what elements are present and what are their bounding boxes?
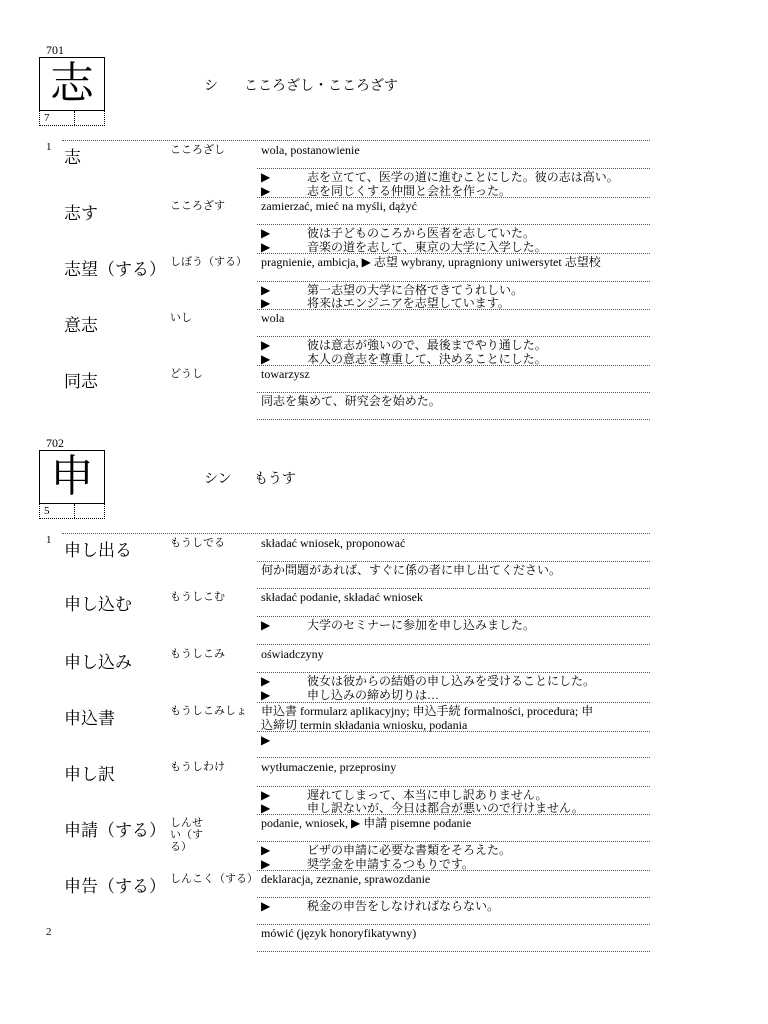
vocab-meaning: mówić (język honoryfikatywny) <box>261 926 417 940</box>
vocab-reading: こころざす <box>170 200 225 212</box>
example-sentence <box>261 283 523 297</box>
vocab-meaning: pragnienie, ambicja, ▶ 志望 wybrany, upragniony uniwersytet 志望校 <box>261 255 601 269</box>
divider <box>257 392 650 393</box>
example-text: 彼は子どものころから医者を志していた。 <box>307 226 536 240</box>
divider <box>257 616 650 617</box>
example-sentence <box>261 240 547 254</box>
example-text: 彼は意志が強いので、最後までやり通した。 <box>307 338 547 352</box>
example-sentence <box>261 857 474 871</box>
example-marker: ▶ <box>261 788 271 802</box>
example-marker: ▶ <box>261 899 271 913</box>
example-text: ビザの申請に必要な書類をそろえた。 <box>307 843 512 857</box>
example-marker: ▶ <box>261 170 271 184</box>
kun-reading: こころざし・こころざす <box>244 79 398 94</box>
divider <box>257 897 650 898</box>
divider <box>62 140 650 141</box>
stroke-count-row <box>39 111 105 126</box>
divider <box>257 757 650 758</box>
example-marker: ▶ <box>261 843 271 857</box>
vocab-word: 申し込む <box>64 595 132 614</box>
example-sentence <box>261 688 439 702</box>
example-text: 税金の申告をしなければならない。 <box>307 899 500 913</box>
entry-number: 701 <box>46 43 64 57</box>
vocab-reading: もうしこみ <box>170 648 225 660</box>
vocab-reading: しんせい（する） <box>170 817 203 853</box>
example-sentence <box>261 788 547 802</box>
example-marker: ▶ <box>261 352 271 366</box>
example-sentence <box>261 170 619 184</box>
vocab-reading: もうしでる <box>170 537 225 549</box>
example-sentence <box>261 563 561 577</box>
example-text: 将来はエンジニアを志望しています。 <box>307 296 510 310</box>
example-text: 第一志望の大学に合格できてうれしい。 <box>307 283 524 297</box>
example-sentence <box>261 296 510 310</box>
kanji-card <box>39 57 105 126</box>
divider <box>257 814 650 815</box>
sense-number: 2 <box>46 926 52 938</box>
example-marker: ▶ <box>261 688 271 702</box>
divider <box>257 561 650 562</box>
divider <box>257 588 650 589</box>
vocab-word: 申込書 <box>64 709 115 728</box>
vocab-meaning: składać wniosek, proponować <box>261 536 406 550</box>
example-marker: ▶ <box>261 733 271 747</box>
example-sentence <box>261 899 499 913</box>
sense-number: 1 <box>46 141 52 153</box>
example-text: 志を同じくする仲間と会社を作った。 <box>307 184 512 198</box>
example-sentence <box>261 184 511 198</box>
divider <box>257 336 650 337</box>
vocab-reading: いし <box>170 312 192 324</box>
vocab-word: 同志 <box>64 372 98 391</box>
vocab-meaning: 申込書 formularz aplikacyjny; 申込手続 formalności, procedura; 申込締切 termin składania wniosku, podania <box>261 704 594 732</box>
example-sentence <box>261 352 547 366</box>
divider <box>257 644 650 645</box>
entry-number: 702 <box>46 436 64 450</box>
example-marker: ▶ <box>261 296 271 310</box>
example-marker: ▶ <box>261 184 271 198</box>
divider <box>257 841 650 842</box>
kanji-card <box>39 450 105 519</box>
example-text: 奨学金を申請するつもりです。 <box>307 857 474 871</box>
vocab-reading: もうしわけ <box>170 761 225 773</box>
divider <box>257 253 650 254</box>
example-text: 音楽の道を志して、東京の大学に入学した。 <box>307 240 547 254</box>
divider <box>257 197 650 198</box>
vocab-meaning: wola, postanowienie <box>261 143 360 157</box>
divider <box>257 168 650 169</box>
vocab-reading: もうしこむ <box>170 591 225 603</box>
example-marker: ▶ <box>261 338 271 352</box>
example-text: 申し込みの締め切りは… <box>307 688 440 702</box>
example-sentence <box>261 733 307 747</box>
divider <box>257 786 650 787</box>
vocab-word: 志望（する） <box>64 260 166 279</box>
example-marker: ▶ <box>261 618 271 632</box>
vocab-reading: どうし <box>170 368 203 380</box>
example-text: 大学のセミナーに参加を申し込みました。 <box>307 618 536 632</box>
example-text: 同志を集めて、研究会を始めた。 <box>261 394 441 408</box>
kanji-character: 申 <box>39 450 105 504</box>
divider <box>257 702 650 703</box>
example-marker: ▶ <box>261 226 271 240</box>
divider <box>257 309 650 310</box>
example-sentence <box>261 843 511 857</box>
example-marker: ▶ <box>261 674 271 688</box>
vocab-word: 申し出る <box>64 541 132 560</box>
example-text: 彼女は彼からの結婚の申し込みを受けることにした。 <box>307 674 596 688</box>
on-reading: シン <box>204 472 232 487</box>
example-sentence <box>261 618 535 632</box>
vocab-word: 申し込み <box>64 653 132 672</box>
divider <box>257 870 650 871</box>
example-sentence <box>261 338 547 352</box>
vocab-word: 申請（する） <box>64 821 166 840</box>
on-reading: シ <box>204 79 218 94</box>
vocab-reading: しんこく（する） <box>170 873 258 885</box>
vocab-word: 意志 <box>64 316 98 335</box>
example-sentence <box>261 226 535 240</box>
example-text: 申し訳ないが、今日は都合が悪いので行けません。 <box>307 801 584 815</box>
divider <box>257 419 650 420</box>
divider <box>257 365 650 366</box>
vocab-word: 志す <box>64 204 98 223</box>
stroke-count: 5 <box>40 504 75 518</box>
vocab-reading: もうしこみしょ <box>170 705 247 717</box>
kun-reading: もうす <box>254 472 296 487</box>
divider <box>257 672 650 673</box>
vocab-meaning: towarzysz <box>261 367 310 381</box>
example-sentence <box>261 394 441 408</box>
example-marker: ▶ <box>261 283 271 297</box>
example-marker: ▶ <box>261 801 271 815</box>
divider <box>257 281 650 282</box>
example-marker: ▶ <box>261 240 271 254</box>
vocab-word: 志 <box>64 148 81 167</box>
divider <box>257 951 650 952</box>
example-text: 何か問題があれば、すぐに係の者に申し出てください。 <box>261 563 562 577</box>
divider <box>62 533 650 534</box>
vocab-meaning: wola <box>261 311 285 325</box>
divider <box>257 731 650 732</box>
vocab-word: 申告（する） <box>64 877 166 896</box>
vocab-reading: しぼう（する） <box>170 256 247 268</box>
vocab-meaning: wytłumaczenie, przeprosiny <box>261 760 397 774</box>
example-marker: ▶ <box>261 857 271 871</box>
stroke-count: 7 <box>40 111 75 125</box>
vocab-word: 申し訳 <box>64 765 115 784</box>
divider <box>257 924 650 925</box>
vocab-meaning: podanie, wniosek, ▶ 申請 pisemne podanie <box>261 816 472 830</box>
example-text: 本人の意志を尊重して、決めることにした。 <box>307 352 547 366</box>
vocab-meaning: oświadczyny <box>261 647 324 661</box>
kanji-character: 志 <box>39 57 105 111</box>
vocab-meaning: zamierzać, mieć na myśli, dążyć <box>261 199 417 213</box>
example-text: 志を立てて、医学の道に進むことにした。彼の志は高い。 <box>307 170 619 184</box>
stroke-count-row <box>39 504 105 519</box>
example-sentence <box>261 801 584 815</box>
example-text: 遅れてしまって、本当に申し訳ありません。 <box>307 788 548 802</box>
sense-number: 1 <box>46 534 52 546</box>
divider <box>257 224 650 225</box>
vocab-reading: こころざし <box>170 144 225 156</box>
vocab-meaning: składać podanie, składać wniosek <box>261 590 423 604</box>
vocab-meaning: deklaracja, zeznanie, sprawozdanie <box>261 872 431 886</box>
example-sentence <box>261 674 595 688</box>
